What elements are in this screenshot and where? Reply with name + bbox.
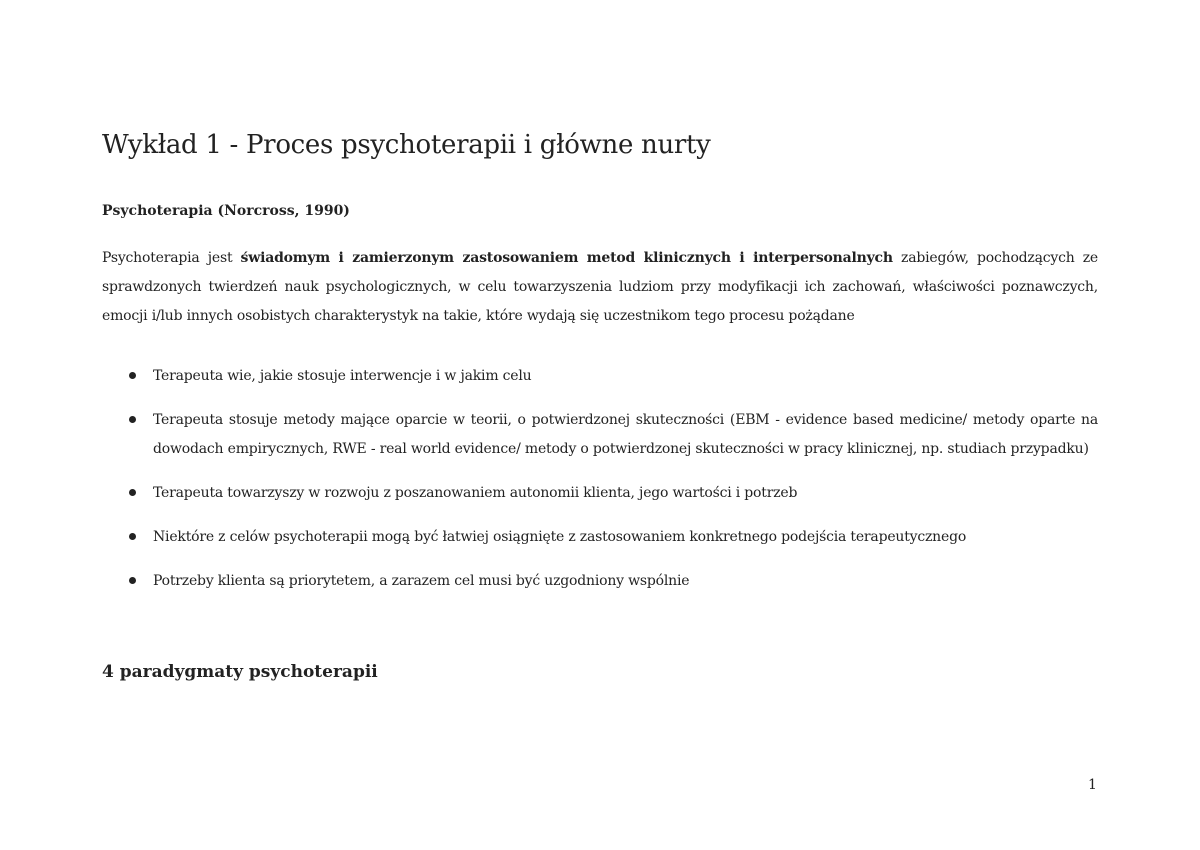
paradigm-heading: 4 paradygmaty psychoterapii [102, 662, 378, 682]
bullet-icon [129, 372, 136, 379]
definition-paragraph [102, 244, 1098, 331]
list-item-text: Terapeuta stosuje metody mające oparcie w teorii, o potwierdzonej skuteczności (EBM - evidence based medicine/ metody oparte na dowodach empirycznych, RWE - real world evidence/ metody o potwierdzonej skuteczności w pracy klinicznej, np. studiach przypadku) [153, 412, 1098, 457]
page-number: 1 [1088, 777, 1097, 793]
list-item [102, 567, 1098, 596]
definition-suffix: zabiegów, pochodzących ze sprawdzonych twierdzeń nauk psychologicznych, w celu towarzyszenia ludziom przy modyfikacji ich zachowań, właściwości poznawczych, emocji i/lub innych osobistych charakterystyk na takie, które wydają się uczestnikom tego procesu pożądane [102, 250, 1098, 324]
list-item [102, 362, 1098, 391]
bullet-list [102, 362, 1098, 611]
bullet-icon [129, 416, 136, 423]
list-item [102, 523, 1098, 552]
list-item-text: Niektóre z celów psychoterapii mogą być łatwiej osiągnięte z zastosowaniem konkretnego podejścia terapeutycznego [153, 529, 967, 545]
definition-bold: świadomym i zamierzonym zastosowaniem metod klinicznych i interpersonalnych [240, 250, 893, 266]
page-title: Wykład 1 - Proces psychoterapii i główne nurty [102, 130, 711, 160]
definition-prefix: Psychoterapia jest [102, 250, 241, 266]
list-item [102, 406, 1098, 464]
list-item [102, 479, 1098, 508]
bullet-icon [129, 533, 136, 540]
bullet-icon [129, 577, 136, 584]
list-item-text: Terapeuta wie, jakie stosuje interwencje i w jakim celu [153, 368, 532, 384]
bullet-icon [129, 489, 136, 496]
list-item-text: Potrzeby klienta są priorytetem, a zarazem cel musi być uzgodniony wspólnie [153, 573, 690, 589]
list-item-text: Terapeuta towarzyszy w rozwoju z poszanowaniem autonomii klienta, jego wartości i potrzeb [153, 485, 798, 501]
section-heading: Psychoterapia (Norcross, 1990) [102, 203, 350, 219]
